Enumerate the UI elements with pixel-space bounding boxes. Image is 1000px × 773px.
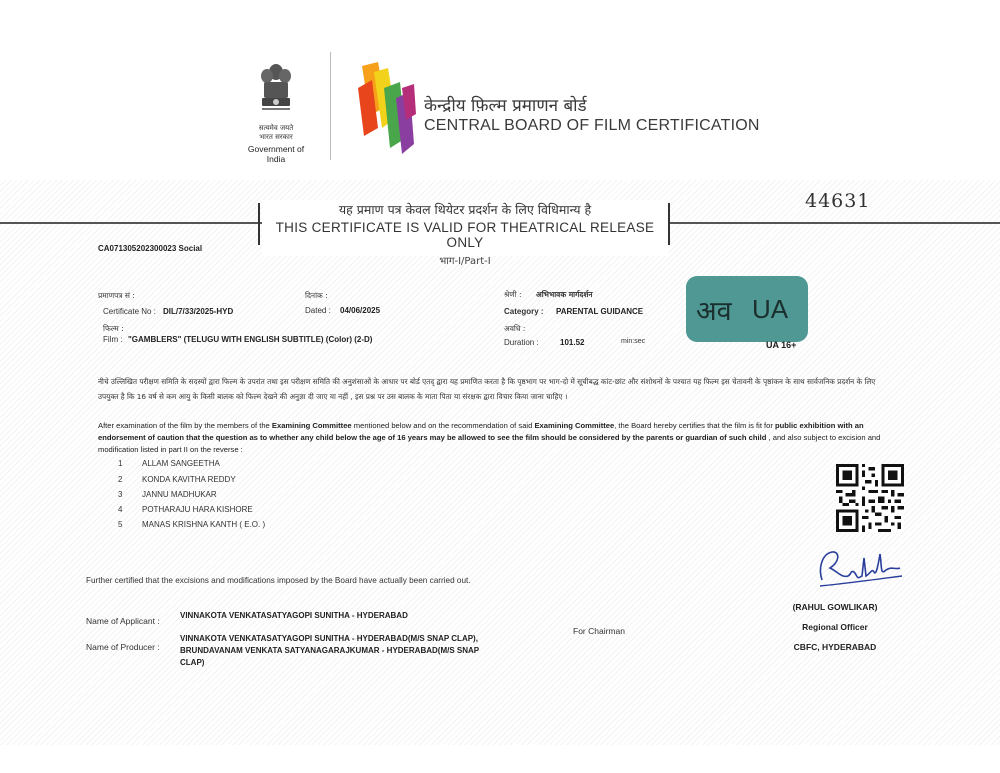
qr-code-icon bbox=[836, 464, 904, 532]
date-value: 04/06/2025 bbox=[340, 306, 381, 315]
org-name-english: CENTRAL BOARD OF FILM CERTIFICATION bbox=[424, 117, 760, 134]
certification-paragraph-hindi: नीचे उल्लिखित परीक्षण समिति के सदस्यों द्वारा फिल्म के उपरांत तथा इस परीक्षण समिति की अनुशंसाओं के आधार पर बोर्ड एतद् द्वारा यह प्रमाणित करता है कि पृष्ठभाग पर भाग-दो में सूचीबद्ध कांट-छांट और संशोधनों के पश्चात यह फिल्म इस चेतावनी के पृष्ठांकन के साथ सार्वजनिक प्रदर्शन के लिए उपयुक्त है कि 16 वर्ष से कम आयु के किसी बालक को फिल्म देखने की अनुज्ञा दी जाए या नहीं , इस प्रश्न पर उस बालक के माता पिता या संरक्षक द्वारा विचार किया जाना चाहिए । bbox=[98, 377, 876, 401]
member-name: POTHARAJU HARA KISHORE bbox=[142, 505, 253, 514]
signature-icon bbox=[812, 546, 904, 596]
duration-unit: min:sec bbox=[621, 338, 646, 345]
film-label-hindi: फिल्म : bbox=[103, 324, 124, 333]
header-divider bbox=[330, 52, 331, 160]
reference-number: CA071305202300023 Social bbox=[98, 244, 203, 253]
para-text-3: , the Board hereby certifies that the film is fit for bbox=[614, 421, 776, 430]
duration-label-hindi: अवधि : bbox=[504, 324, 526, 333]
category-value-hindi: अभिभावक मार्गदर्शन bbox=[536, 290, 593, 299]
certification-paragraph-english bbox=[98, 420, 898, 456]
para-bold-1: Examining Committee bbox=[271, 421, 352, 430]
band-rule-right bbox=[668, 222, 1000, 224]
band-rule-left bbox=[0, 222, 262, 224]
para-bold-3: public exhibition with an endorsement of caution that the question as to whether any child below the age of 16 years may be allowed to see the film should be considered by the parents or guardian of such child bbox=[98, 421, 864, 442]
producer-line-3: CLAP) bbox=[180, 658, 205, 667]
para-text-2: mentioned below and on the recommendation of said bbox=[351, 421, 535, 430]
rating-english: UA bbox=[752, 294, 789, 324]
duration-label: Duration : bbox=[504, 338, 539, 347]
member-name: KONDA KAVITHA REDDY bbox=[142, 475, 236, 484]
rating-hindi: अव bbox=[696, 296, 732, 327]
member-name: ALLAM SANGEETHA bbox=[142, 459, 220, 468]
category-label-hindi: श्रेणी : bbox=[504, 290, 522, 299]
bottom-margin bbox=[0, 745, 1000, 773]
certificate-no-value: DIL/7/33/2025-HYD bbox=[163, 307, 234, 316]
film-label: Film : bbox=[103, 335, 123, 344]
band-bracket-left bbox=[258, 203, 260, 245]
member-name: JANNU MADHUKAR bbox=[142, 490, 217, 499]
category-value: PARENTAL GUIDANCE bbox=[556, 307, 644, 316]
validity-text-hindi: यह प्रमाण पत्र केवल थियेटर प्रदर्शन के लिए विधिमान्य है bbox=[338, 202, 592, 217]
government-emblem bbox=[238, 62, 314, 164]
member-number: 1 bbox=[118, 459, 123, 468]
para-bold-2: Examining Committee bbox=[534, 421, 615, 430]
ashoka-emblem-icon bbox=[256, 62, 296, 124]
emblem-hindi-label: भारत सरकार bbox=[259, 133, 293, 141]
serial-number: 44631 bbox=[805, 190, 871, 212]
for-chairman-label: For Chairman bbox=[573, 626, 625, 636]
producer-line-2: BRUNDAVANAM VENKATA SATYANAGARAJKUMAR - HYDERABAD(M/S SNAP bbox=[180, 646, 480, 655]
film-value: "GAMBLERS" (TELUGU WITH ENGLISH SUBTITLE) (Color) (2-D) bbox=[128, 335, 373, 344]
member-number: 4 bbox=[118, 505, 123, 514]
member-name: MANAS KRISHNA KANTH ( E.O. ) bbox=[142, 520, 266, 529]
signatory-office: CBFC, HYDERABAD bbox=[793, 642, 877, 652]
header-area bbox=[0, 0, 1000, 180]
certificate-no-label: Certificate No : bbox=[103, 307, 156, 316]
rating-badge bbox=[686, 276, 808, 342]
band-bracket-right bbox=[668, 203, 670, 245]
certificate-no-label-hindi: प्रमाणपत्र सं : bbox=[98, 291, 135, 300]
member-number: 3 bbox=[118, 490, 123, 499]
category-label: Category : bbox=[504, 307, 544, 316]
signatory-role: Regional Officer bbox=[802, 622, 868, 632]
member-number: 5 bbox=[118, 520, 123, 529]
further-certification-text: Further certified that the excisions and modifications imposed by the Board have actually been carried out. bbox=[86, 576, 471, 585]
producer-label: Name of Producer : bbox=[86, 642, 160, 652]
applicant-value: VINNAKOTA VENKATASATYAGOPI SUNITHA - HYDERABAD bbox=[180, 611, 408, 620]
cbfc-logo-icon bbox=[356, 58, 418, 158]
date-label-hindi: दिनांक : bbox=[305, 291, 328, 300]
rating-subtype: UA 16+ bbox=[766, 340, 797, 350]
para-text-4: , and also subject to excision and modification listed in part II on the reverse : bbox=[98, 433, 881, 454]
emblem-english-label: Government of India bbox=[247, 144, 305, 164]
date-label: Dated : bbox=[305, 306, 331, 315]
para-text-1: After examination of the film by the members of the bbox=[98, 421, 272, 430]
signatory-name: (RAHUL GOWLIKAR) bbox=[792, 602, 878, 612]
duration-value: 101.52 bbox=[560, 338, 585, 347]
validity-band bbox=[262, 200, 668, 267]
org-name-hindi: केन्द्रीय फ़िल्म प्रमाणन बोर्ड bbox=[424, 96, 587, 116]
validity-text-english: THIS CERTIFICATE IS VALID FOR THEATRICAL RELEASE ONLY bbox=[275, 220, 655, 250]
emblem-motto: सत्यमेव जयते bbox=[258, 124, 294, 132]
applicant-label: Name of Applicant : bbox=[86, 616, 160, 626]
member-number: 2 bbox=[118, 475, 123, 484]
producer-line-1: VINNAKOTA VENKATASATYAGOPI SUNITHA - HYDERABAD(M/S SNAP CLAP), bbox=[180, 634, 478, 643]
part-label: भाग-I/Part-I bbox=[439, 256, 491, 267]
